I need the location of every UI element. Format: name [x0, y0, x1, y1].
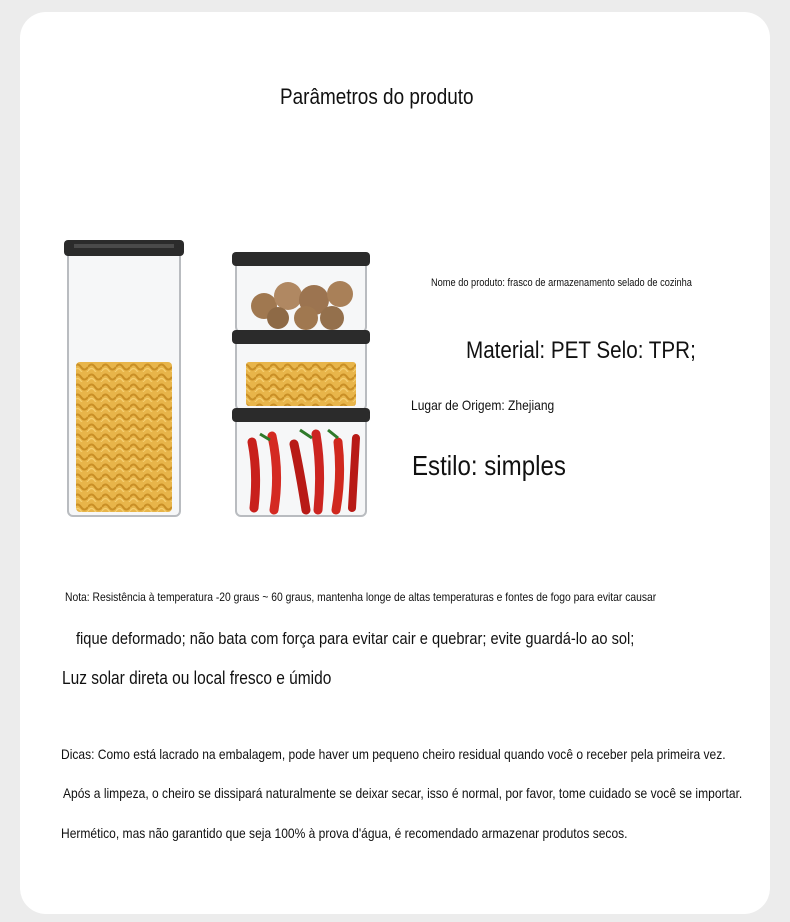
- tips-line-3: Hermético, mas não garantido que seja 100% à prova d'água, é recomendado armazenar produtos secos.: [61, 825, 628, 841]
- jar-chilies: [232, 408, 370, 516]
- style-text: Estilo: simples: [412, 450, 566, 481]
- jar-pasta: [232, 330, 370, 410]
- material-text: Material: PET Selo: TPR;: [466, 337, 696, 364]
- tips-line-2: Após a limpeza, o cheiro se dissipará naturalmente se deixar secar, isso é normal, por favor, tome cuidado se você se importar.: [63, 785, 743, 801]
- note-line-2: fique deformado; não bata com força para evitar cair e quebrar; evite guardá-lo ao sol;: [76, 629, 635, 648]
- note-line-1: Nota: Resistência à temperatura -20 graus ~ 60 graus, mantenha longe de altas temperaturas e fontes de fogo para evitar causar: [65, 590, 657, 604]
- note-line-3: Luz solar direta ou local fresco e úmido: [62, 668, 332, 688]
- tall-jar: [64, 240, 184, 516]
- storage-jars-image: [60, 222, 370, 522]
- tips-line-1: Dicas: Como está lacrado na embalagem, pode haver um pequeno cheiro residual quando você o receber pela primeira vez.: [61, 746, 726, 762]
- product-name-text: Nome do produto: frasco de armazenamento selado de cozinha: [431, 277, 692, 289]
- page-title: Parâmetros do produto: [280, 84, 474, 109]
- origin-text: Lugar de Origem: Zhejiang: [411, 397, 555, 413]
- content-card: [20, 12, 770, 914]
- jar-mushrooms: [232, 252, 370, 332]
